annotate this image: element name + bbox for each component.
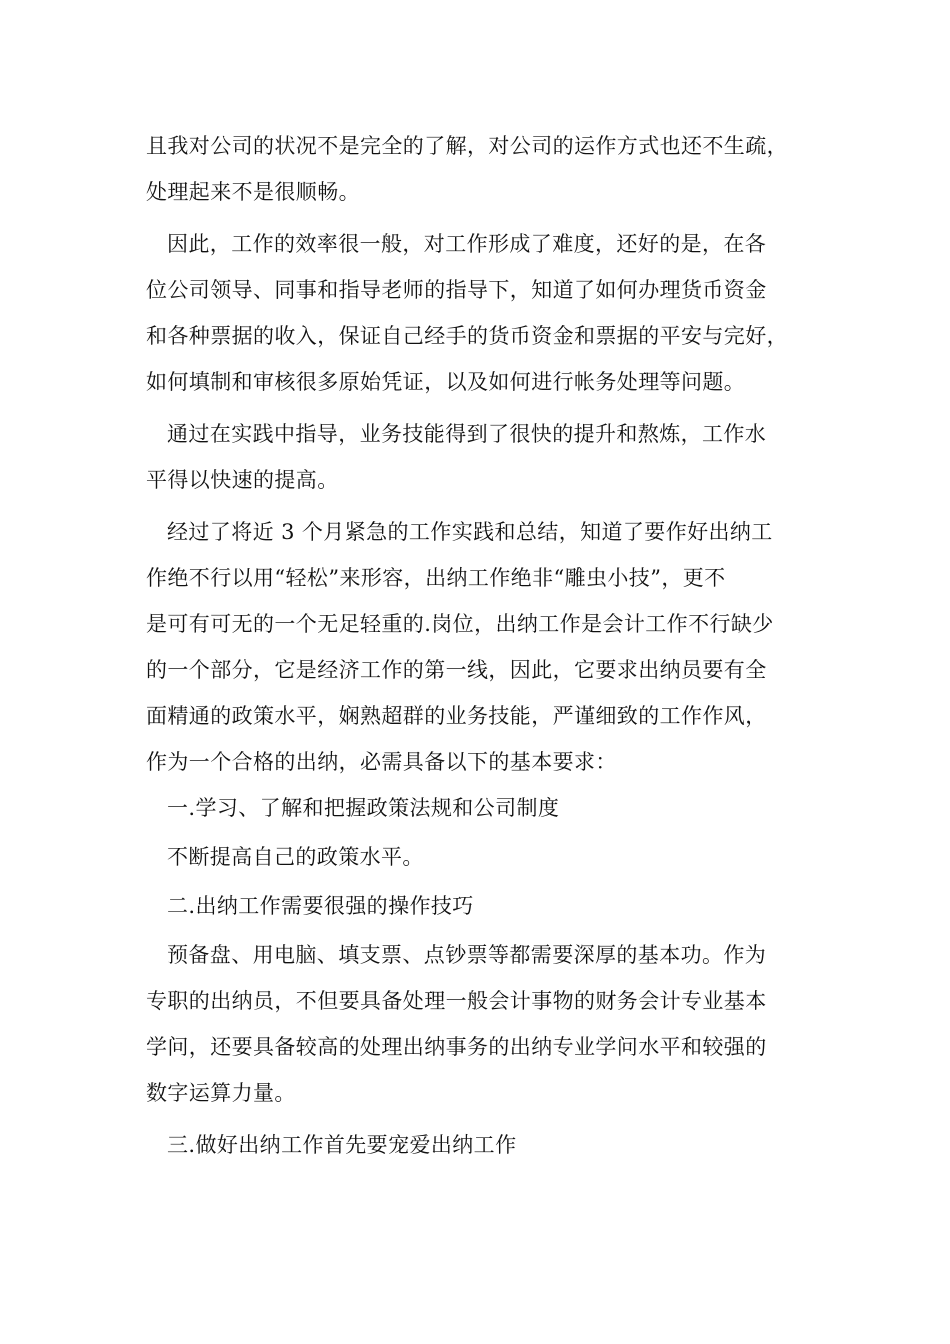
paragraph-start: 经过了将近 3 个月紧急的工作实践和总结，知道了要作好出纳工: [167, 520, 773, 544]
paragraph-start: 通过在实践中指导，业务技能得到了很快的提升和熬炼，工作水: [167, 422, 767, 446]
document-body: [146, 128, 826, 1163]
text-line: 如何填制和审核很多原始凭证，以及如何进行帐务处理等问题。: [146, 370, 746, 394]
section-heading: 一.学习、了解和把握政策法规和公司制度: [167, 796, 560, 820]
text-line: 是可有可无的一个无足轻重的.岗位，出纳工作是会计工作不行缺少: [146, 612, 774, 636]
text-line: 专职的出纳员，不但要具备处理一般会计事物的财务会计专业基本: [146, 989, 767, 1013]
paragraph-start: 不断提高自己的政策水平。: [167, 845, 424, 869]
text-line: 作绝不行以用“轻松”来形容，出纳工作绝非“雕虫小技”，更不: [146, 566, 726, 590]
text-line: 且我对公司的状况不是完全的了解，对公司的运作方式也还不生疏，: [146, 134, 788, 158]
text-line: 学问，还要具备较高的处理出纳事务的出纳专业学问水平和较强的: [146, 1035, 767, 1059]
text-line: 和各种票据的收入，保证自己经手的货币资金和票据的平安与完好，: [146, 324, 788, 348]
text-line: 位公司领导、同事和指导老师的指导下，知道了如何办理货币资金: [146, 278, 767, 302]
text-line: 数字运算力量。: [146, 1081, 296, 1105]
paragraph-start: 预备盘、用电脑、填支票、点钞票等都需要深厚的基本功。作为: [167, 943, 767, 967]
text-line: 平得以快速的提高。: [146, 468, 339, 492]
text-line: 处理起来不是很顺畅。: [146, 180, 360, 204]
text-line: 面精通的政策水平，娴熟超群的业务技能，严谨细致的工作作风，: [146, 704, 767, 728]
text-line: 的一个部分，它是经济工作的第一线，因此，它要求出纳员要有全: [146, 658, 767, 682]
section-heading: 二.出纳工作需要很强的操作技巧: [167, 894, 474, 918]
text-line: 作为一个合格的出纳，必需具备以下的基本要求：: [146, 750, 617, 774]
paragraph-start: 因此，工作的效率很一般，对工作形成了难度，还好的是，在各: [167, 232, 767, 256]
section-heading: 三.做好出纳工作首先要宠爱出纳工作: [167, 1133, 517, 1157]
